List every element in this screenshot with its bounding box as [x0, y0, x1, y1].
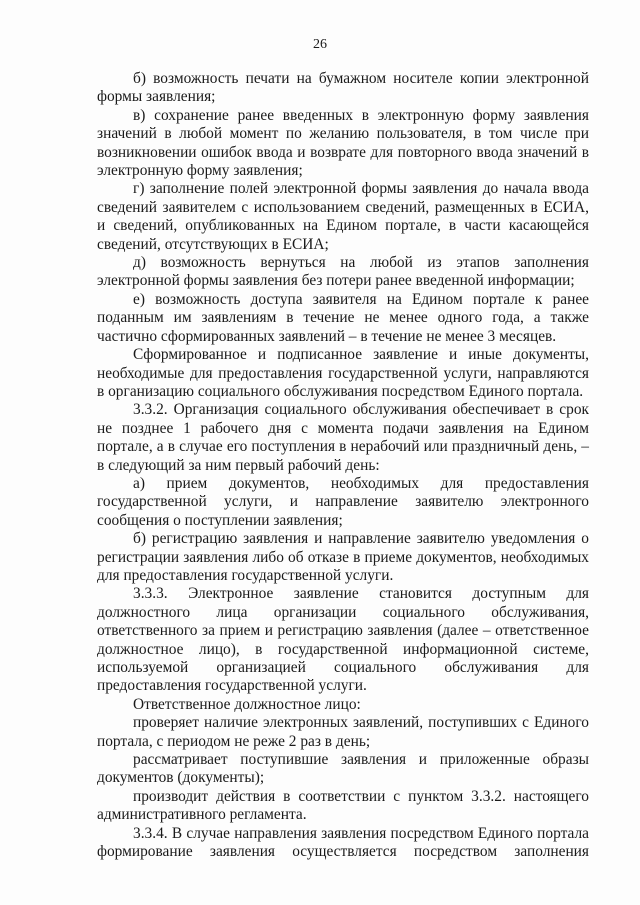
paragraph-b-registration: б) регистрацию заявления и направление заявителю уведомления о регистрации заявления либо об отказе в приеме документов, необходимых для предоставления государственной услуги.	[97, 530, 589, 584]
paragraph-g-autofill: г) заполнение полей электронной формы заявления до начала ввода сведений заявителем с использованием сведений, размещенных в ЕСИА, и сведений, опубликованных на Едином портале, в части касающейся сведений, отсутствующих в ЕСИА;	[97, 180, 589, 253]
paragraph-e-access-history: е) возможность доступа заявителя на Едином портале к ранее поданным им заявлениям в течение не менее одного года, а также частично сформированных заявлений – в течение не менее 3 месяцев.	[97, 290, 589, 345]
paragraph-checks: проверяет наличие электронных заявлений, поступивших с Единого портала, с периодом не реже 2 раз в день;	[97, 714, 589, 750]
paragraph-3-3-3: 3.3.3. Электронное заявление становится доступным для должностного лица организации социального обслуживания, ответственного за прием и регистрацию заявления (далее – ответственное должностное лицо), в государственной информационной системе, используемой организацией социального обслуживания для предоставления государственной услуги.	[97, 585, 589, 695]
paragraph-a-acceptance: а) прием документов, необходимых для предоставления государственной услуги, и направление заявителю электронного сообщения о поступлении заявления;	[97, 474, 589, 529]
paragraph-responsible-official: Ответственное должностное лицо:	[133, 695, 361, 713]
paragraph-3-3-2: 3.3.2. Организация социального обслуживания обеспечивает в срок не позднее 1 рабочего дня с момента подачи заявления на Едином портале, а в случае его поступления в нерабочий или праздничный день, – в следующий за ним первый рабочий день:	[97, 401, 589, 474]
paragraph-b-print: б) возможность печати на бумажном носителе копии электронной формы заявления;	[97, 70, 589, 106]
paragraph-performs: производит действия в соответствии с пунктом 3.3.2. настоящего административного регламента.	[97, 787, 589, 824]
page-number: 26	[313, 37, 327, 52]
paragraph-v-save-values: в) сохранение ранее введенных в электронную форму заявления значений в любой момент по желанию пользователя, в том числе при возникновении ошибок ввода и возврате для повторного ввода значений в электронную форму заявления;	[97, 106, 589, 180]
document-body	[97, 70, 589, 861]
paragraph-d-return-step: д) возможность вернуться на любой из этапов заполнения электронной формы заявления без потери ранее введенной информации;	[97, 254, 589, 290]
paragraph-3-3-4: 3.3.4. В случае направления заявления посредством Единого портала формирование заявления осуществляется посредством заполнения	[97, 824, 589, 861]
paragraph-submission: Сформированное и подписанное заявление и иные документы, необходимые для предоставления государственной услуги, направляются в организацию социального обслуживания посредством Единого портала.	[97, 346, 589, 400]
paragraph-reviews: рассматривает поступившие заявления и приложенные образы документов (документы);	[97, 751, 589, 787]
